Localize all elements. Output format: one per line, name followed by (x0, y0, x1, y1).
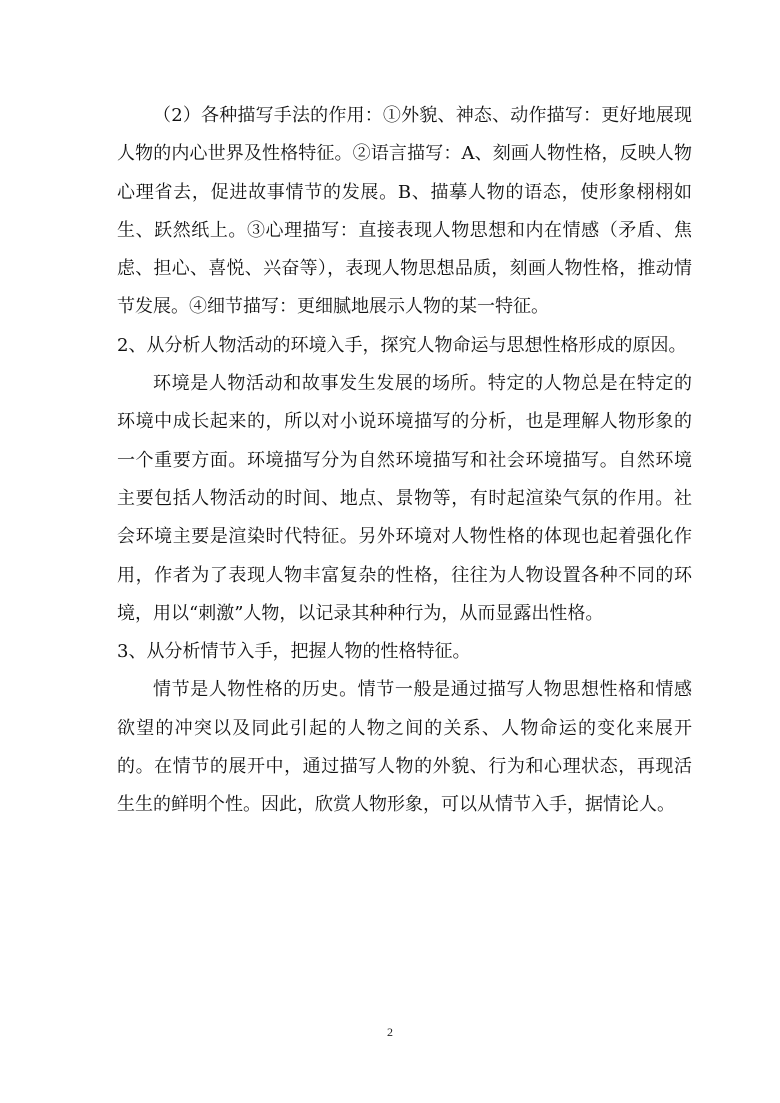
heading-plot-analysis: 3、从分析情节入手，把握人物的性格特征。 (117, 641, 471, 663)
document-body (117, 97, 692, 825)
paragraph-plot: 情节是人物性格的历史。情节一般是通过描写人物思想性格和情感欲望的冲突以及同此引起的人物之间的关系、人物命运的变化来展开的。在情节的展开中，通过描写人物的外貌、行为和心理状态，再现活生生的鲜明个性。因此，欣赏人物形象，可以从情节入手，据情论人。 (117, 679, 692, 816)
paragraph-description-techniques: （2）各种描写手法的作用：①外貌、神态、动作描写：更好地展现人物的内心世界及性格特征。②语言描写：A、刻画人物性格，反映人物心理省去，促进故事情节的发展。B、描摹人物的语态，使形象栩栩如生、跃然纸上。③心理描写：直接表现人物思想和内在情感（矛盾、焦虑、担心、喜悦、兴奋等），表现人物思想品质，刻画人物性格，推动情节发展。④细节描写：更细腻地展示人物的某一特征。 (117, 105, 692, 318)
page-number: 2 (387, 1025, 393, 1039)
heading-environment-analysis: 2、从分析人物活动的环境入手，探究人物命运与思想性格形成的原因。 (117, 334, 687, 356)
paragraph-environment: 环境是人物活动和故事发生发展的场所。特定的人物总是在特定的环境中成长起来的，所以对小说环境描写的分析，也是理解人物形象的一个重要方面。环境描写分为自然环境描写和社会环境描写。自然环境主要包括人物活动的时间、地点、景物等，有时起渲染气氛的作用。社会环境主要是渲染时代特征。另外环境对人物性格的体现也起着强化作用，作者为了表现人物丰富复杂的性格，往往为人物设置各种不同的环境，用以“刺激”人物，以记录其种种行为，从而显露出性格。 (117, 373, 692, 624)
